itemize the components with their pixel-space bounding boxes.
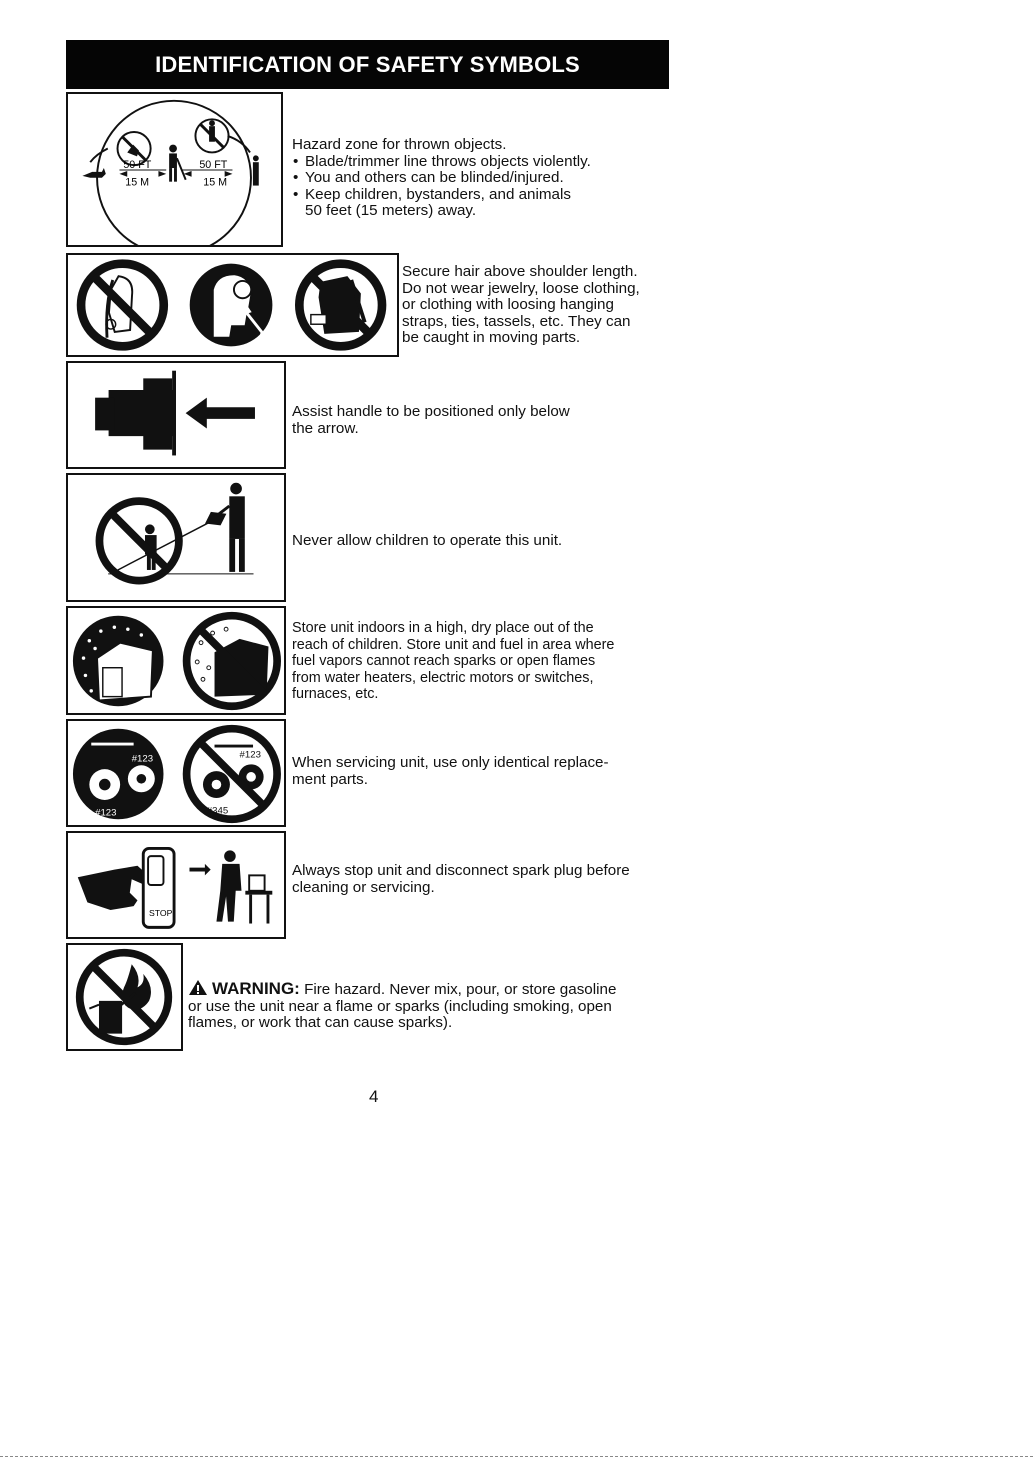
loose-hair-clothing-symbol	[66, 253, 399, 357]
storage-line: Store unit indoors in a high, dry place out of the	[292, 620, 594, 636]
replacement-parts-line: ment parts.	[292, 770, 368, 788]
hazard-zone-bullet: • Blade/trimmer line throws objects violently.	[292, 154, 662, 171]
page-number: 4	[369, 1087, 379, 1106]
storage-line: fuel vapors cannot reach sparks or open flames	[292, 653, 596, 670]
assist-handle-position-icon	[68, 363, 284, 467]
replacement-parts-line: When servicing unit, use only identical replace-	[292, 754, 609, 771]
assist-handle-symbol	[66, 361, 286, 469]
page-title: IDENTIFICATION OF SAFETY SYMBOLS	[66, 40, 669, 89]
assist-handle-line: the arrow.	[292, 419, 359, 437]
store-indoors-icon	[68, 608, 284, 713]
storage-line: reach of children. Store unit and fuel in area where	[292, 636, 615, 653]
loose-hair-clothing-line: Do not wear jewelry, loose clothing,	[402, 279, 640, 297]
stop-unit-disconnect-spark-plug-icon	[68, 833, 284, 937]
storage-line: furnaces, etc.	[292, 686, 379, 703]
storage-symbol	[66, 606, 286, 715]
fire-hazard-line: or use the unit near a flame or sparks (including smoking, open	[188, 997, 612, 1015]
warning-label: WARNING:	[212, 979, 300, 998]
storage-line: from water heaters, electric motors or switches,	[292, 669, 594, 686]
no-children-operate-icon	[68, 475, 284, 600]
storage-description	[292, 620, 672, 703]
assist-handle-description	[292, 404, 662, 437]
hazard-zone-left-meters: 15 M	[125, 176, 150, 189]
stop-switch-label: STOP	[149, 907, 173, 918]
hazard-zone-continuation: 50 feet (15 meters) away.	[305, 202, 477, 220]
part-ok-label: #123	[95, 807, 117, 819]
fire-hazard-first-line	[188, 979, 672, 999]
stop-unit-line: Always stop unit and disconnect spark plug before	[292, 862, 630, 879]
hazard-zone-heading: Hazard zone for thrown objects.	[292, 136, 507, 153]
no-loose-hair-jewelry-clothing-icon	[68, 255, 397, 355]
hazard-zone-right-meters: 15 M	[203, 176, 228, 189]
no-children-symbol	[66, 473, 286, 602]
loose-hair-clothing-line: be caught in moving parts.	[402, 329, 581, 347]
loose-hair-clothing-line: straps, ties, tassels, etc. They can	[402, 312, 631, 330]
page-bottom-rule	[0, 1456, 1033, 1457]
hazard-zone-bullet: • Keep children, bystanders, and animals	[292, 187, 662, 204]
hazard-zone-icon	[68, 94, 281, 245]
replacement-parts-description	[292, 755, 672, 788]
identical-replacement-parts-icon	[68, 721, 284, 825]
hazard-zone-bullet: • You and others can be blinded/injured.	[292, 170, 662, 187]
no-fire-flame-icon	[68, 945, 181, 1049]
hazard-zone-description	[292, 137, 662, 220]
fire-hazard-line: flames, or work that can cause sparks).	[188, 1014, 453, 1032]
loose-hair-clothing-description	[402, 264, 672, 347]
part-ok-label: #123	[131, 753, 154, 765]
hazard-zone-symbol	[66, 92, 283, 247]
loose-hair-clothing-line: or clothing with loosing hanging	[402, 296, 614, 314]
hazard-zone-right-feet: 50 FT	[199, 159, 228, 172]
hazard-zone-left-feet: 50 FT	[123, 159, 152, 172]
stop-unit-symbol	[66, 831, 286, 939]
stop-unit-line: cleaning or servicing.	[292, 878, 435, 896]
fire-hazard-description	[188, 979, 672, 1032]
loose-hair-clothing-line: Secure hair above shoulder length.	[402, 263, 638, 280]
part-bad-label: #345	[206, 805, 229, 817]
assist-handle-line: Assist handle to be positioned only below	[292, 403, 570, 420]
fire-hazard-symbol	[66, 943, 183, 1051]
hazard-zone-bullet-list	[292, 154, 662, 204]
no-children-description	[292, 533, 662, 550]
part-bad-label: #123	[239, 749, 261, 761]
no-children-line: Never allow children to operate this unit.	[292, 532, 563, 549]
replacement-parts-symbol	[66, 719, 286, 827]
fire-hazard-line: Fire hazard. Never mix, pour, or store gasoline	[304, 981, 617, 998]
stop-unit-description	[292, 863, 672, 896]
warning-triangle-icon	[188, 979, 208, 996]
